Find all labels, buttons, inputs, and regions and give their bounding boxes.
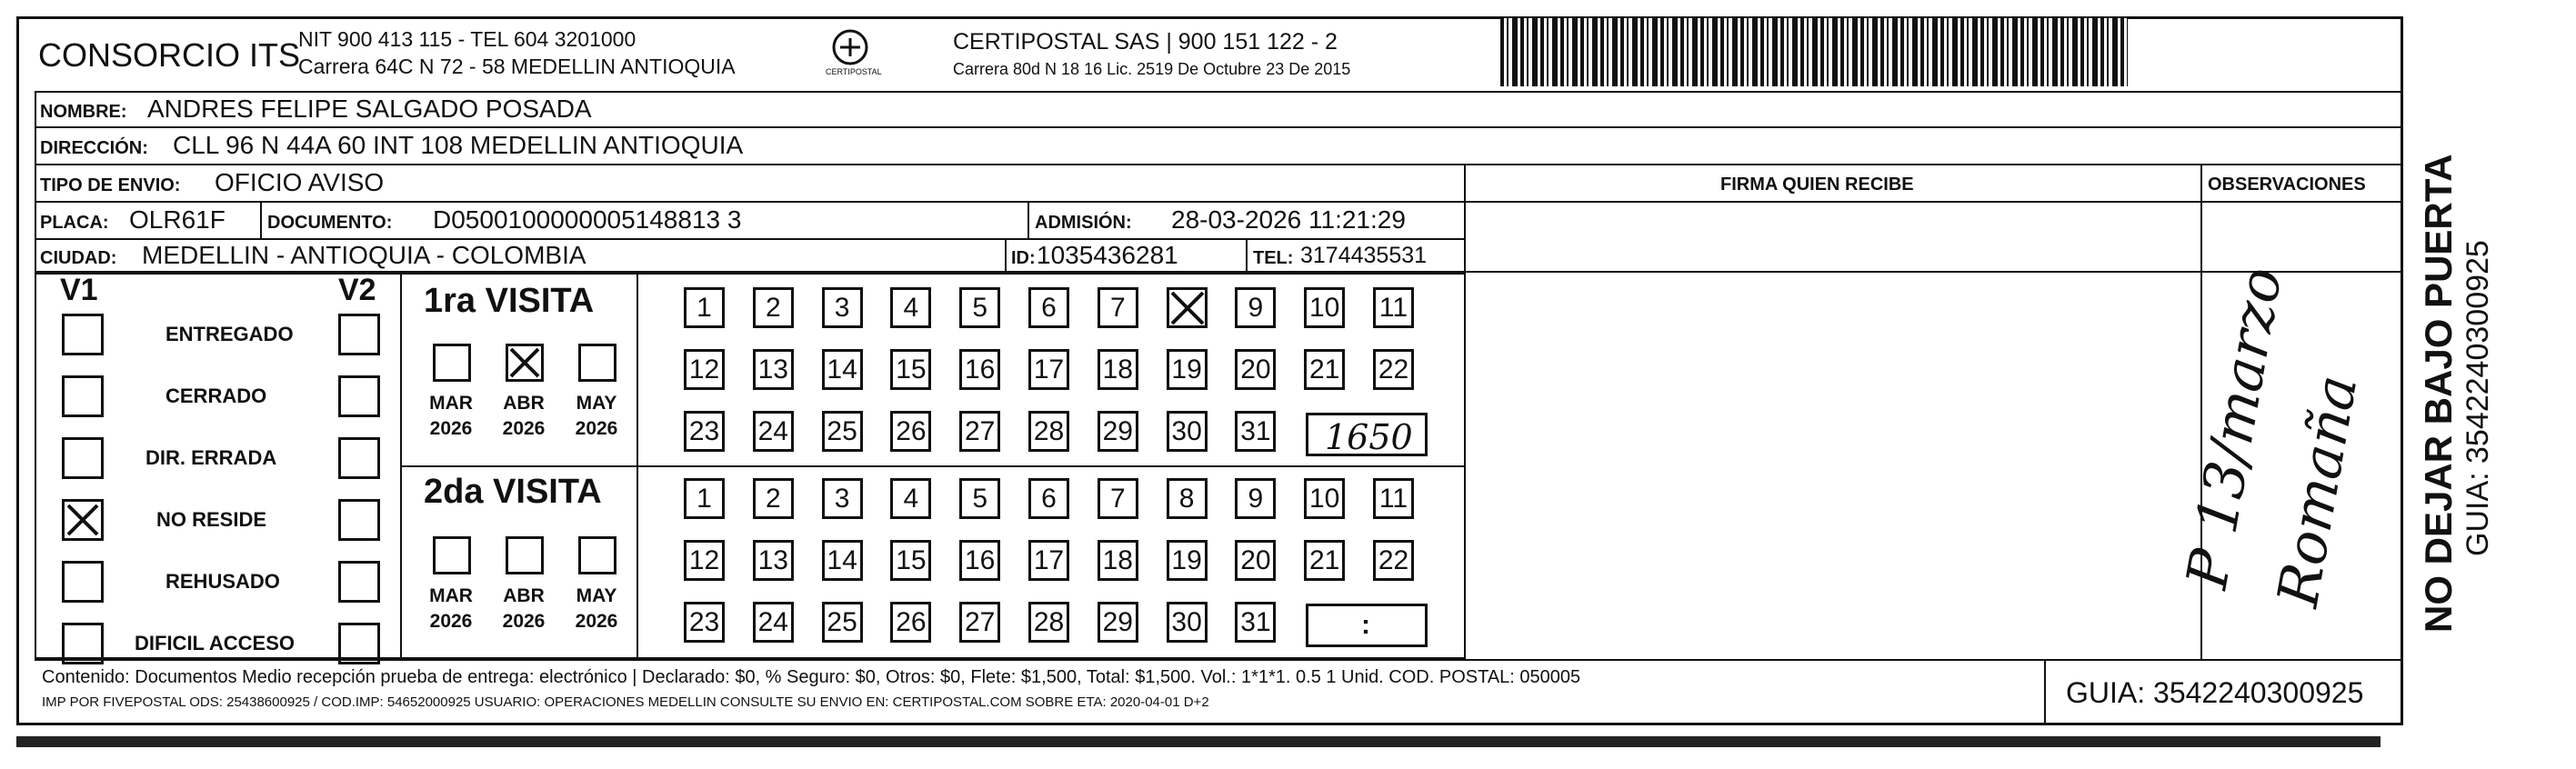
day-box[interactable]: 13 [753, 349, 794, 390]
day-box[interactable]: 14 [822, 349, 863, 390]
col-line [1005, 238, 1007, 273]
day-box[interactable]: 10 [1304, 287, 1345, 328]
ciudad-label: CIUDAD: [40, 248, 117, 268]
day-box[interactable]: 22 [1373, 349, 1414, 390]
certipostal-logo [818, 27, 882, 82]
admision-value: 28-03-2026 11:21:29 [1171, 205, 1406, 234]
month-label: MAR [429, 393, 473, 414]
day-box[interactable]: 29 [1098, 411, 1138, 452]
row-line [35, 164, 2403, 165]
day-box[interactable]: 18 [1098, 540, 1138, 581]
col-line [1246, 238, 1248, 273]
day-box[interactable] [1167, 287, 1208, 328]
day-box[interactable]: 24 [753, 602, 794, 643]
day-box[interactable]: 30 [1167, 602, 1208, 643]
day-box[interactable]: 15 [890, 540, 931, 581]
side-no-dejar: NO DEJAR BAJO PUERTA [2417, 154, 2460, 633]
day-box[interactable]: 26 [890, 411, 931, 452]
month-label: MAY [576, 585, 617, 606]
day-box[interactable]: 22 [1373, 540, 1414, 581]
day-box[interactable]: 31 [1235, 411, 1276, 452]
day-box[interactable]: 9 [1235, 287, 1276, 328]
first-time-value: 1650 [1325, 417, 1413, 457]
day-box[interactable]: 17 [1028, 349, 1069, 390]
footer-line [35, 659, 2403, 661]
year-label: 2026 [429, 611, 473, 632]
day-box[interactable]: 21 [1304, 540, 1345, 581]
documento-label: DOCUMENTO: [267, 213, 393, 233]
documento-value: D0500100000005148813 3 [433, 205, 742, 234]
barcode [1500, 18, 2128, 86]
check-mark-icon [508, 346, 541, 379]
year-label: 2026 [502, 418, 546, 439]
day-box[interactable]: 16 [959, 540, 1000, 581]
placa-label: PLACA: [40, 213, 109, 233]
year-label: 2026 [575, 611, 618, 632]
second-time-box[interactable] [1306, 604, 1428, 647]
day-box[interactable]: 30 [1167, 411, 1208, 452]
day-box[interactable]: 2 [753, 478, 794, 519]
day-box[interactable]: 12 [684, 349, 725, 390]
logo-caption: CERTIPOSTAL [826, 67, 882, 76]
first-time-box[interactable] [1306, 413, 1428, 456]
day-box[interactable]: 19 [1167, 540, 1208, 581]
day-box[interactable]: 28 [1028, 602, 1069, 643]
side-guia: GUIA: 3542240300925 [2461, 240, 2495, 556]
status-label: CERRADO [165, 384, 267, 407]
row-line [35, 126, 2403, 128]
day-box[interactable]: 7 [1098, 478, 1138, 519]
courier-line-1: CERTIPOSTAL SAS | 900 151 122 - 2 [953, 29, 1338, 55]
footer-imp: IMP POR FIVEPOSTAL ODS: 25438600925 / COD.IMP: 54652000925 USUARIO: OPERACIONES MEDELLIN CONSULTE SU ENVIO EN: CERTIPOSTAL.COM SOBRE ETA: 2020-04-01 D+2 [42, 694, 1209, 710]
day-box[interactable]: 6 [1028, 478, 1069, 519]
day-box[interactable]: 27 [959, 411, 1000, 452]
id-label: ID: [1011, 248, 1036, 268]
company-name: CONSORCIO ITS [38, 36, 301, 74]
nombre-label: NOMBRE: [40, 102, 127, 122]
day-box[interactable]: 1 [684, 287, 725, 328]
status-label: NO RESIDE [156, 508, 267, 531]
day-box[interactable]: 7 [1098, 287, 1138, 328]
day-box[interactable]: 21 [1304, 349, 1345, 390]
day-box[interactable]: 3 [822, 478, 863, 519]
v2-checkbox[interactable] [338, 561, 380, 603]
visit-divider [636, 273, 638, 659]
month-label: ABR [503, 585, 545, 606]
day-box[interactable]: 10 [1304, 478, 1345, 519]
day-box[interactable]: 8 [1167, 478, 1208, 519]
row-line [35, 238, 1464, 240]
year-label: 2026 [429, 418, 473, 439]
placa-value: OLR61F [129, 205, 226, 234]
day-box[interactable]: 17 [1028, 540, 1069, 581]
status-label: REHUSADO [165, 570, 280, 593]
v1-checkbox[interactable] [62, 437, 104, 479]
admision-label: ADMISIÓN: [1035, 213, 1132, 233]
day-box[interactable]: 5 [959, 478, 1000, 519]
v2-checkbox[interactable] [338, 437, 380, 479]
firma-header: FIRMA QUIEN RECIBE [1720, 175, 1914, 195]
direccion-label: DIRECCIÓN: [40, 138, 148, 158]
day-box[interactable]: 23 [684, 411, 725, 452]
day-box[interactable]: 11 [1373, 287, 1414, 328]
footer-divider [2044, 659, 2046, 725]
day-box[interactable]: 3 [822, 287, 863, 328]
row-line [35, 201, 1464, 203]
address-line: Carrera 64C N 72 - 58 MEDELLIN ANTIOQUIA [298, 55, 736, 78]
second-time-value: : [1361, 610, 1370, 640]
month-checkbox[interactable] [578, 344, 616, 382]
day-box[interactable]: 5 [959, 287, 1000, 328]
year-label: 2026 [575, 418, 618, 439]
col-line [260, 201, 262, 238]
nit-line: NIT 900 413 115 - TEL 604 3201000 [298, 27, 636, 51]
v1-checkbox[interactable] [62, 314, 104, 355]
handwritten-observation-2: Romaña [2264, 370, 2371, 612]
month-checkbox[interactable] [506, 344, 544, 382]
ciudad-value: MEDELLIN - ANTIOQUIA - COLOMBIA [142, 241, 586, 269]
v1-header: V1 [60, 273, 98, 307]
check-mark-icon [65, 502, 101, 538]
day-box[interactable]: 23 [684, 602, 725, 643]
tipo-value: OFICIO AVISO [215, 168, 385, 196]
month-checkbox[interactable] [506, 536, 544, 574]
day-box[interactable]: 20 [1235, 540, 1276, 581]
month-label: ABR [503, 393, 545, 414]
bottom-shadow [16, 736, 2381, 747]
tel-label: TEL: [1253, 248, 1294, 268]
row-line [1464, 201, 2403, 203]
day-box[interactable]: 28 [1028, 411, 1069, 452]
v2-checkbox[interactable] [338, 499, 380, 541]
month-label: MAY [576, 393, 617, 414]
day-box[interactable]: 20 [1235, 349, 1276, 390]
day-box[interactable]: 26 [890, 602, 931, 643]
status-label: DIFICIL ACCESO [135, 632, 296, 654]
direccion-value: CLL 96 N 44A 60 INT 108 MEDELLIN ANTIOQUIA [173, 131, 744, 159]
day-box[interactable]: 12 [684, 540, 725, 581]
footer-contenido: Contenido: Documentos Medio recepción prueba de entrega: electrónico | Declarado: $0, % Seguro: $0, Otros: $0, Flete: $1,500, Total: $1,500. Vol.: 1*1*1. 0.5 1 Unid. COD. POSTAL: 050005 [42, 667, 1581, 687]
day-box[interactable]: 29 [1098, 602, 1138, 643]
v1-checkbox[interactable] [62, 375, 104, 417]
id-value: 1035436281 [1037, 241, 1178, 269]
v2-checkbox[interactable] [338, 375, 380, 417]
col-line [1027, 201, 1029, 238]
second-visit-title: 2da VISITA [424, 473, 602, 511]
nombre-value: ANDRES FELIPE SALGADO POSADA [147, 95, 592, 123]
day-box[interactable]: 27 [959, 602, 1000, 643]
tipo-label: TIPO DE ENVIO: [40, 175, 181, 195]
footer-guia: GUIA: 3542240300925 [2066, 676, 2364, 709]
day-box[interactable]: 18 [1098, 349, 1138, 390]
v2-header: V2 [338, 273, 376, 307]
day-box[interactable]: 4 [890, 287, 931, 328]
day-box[interactable]: 15 [890, 349, 931, 390]
month-checkbox[interactable] [578, 536, 616, 574]
day-box[interactable]: 1 [684, 478, 725, 519]
month-checkbox[interactable] [433, 536, 471, 574]
first-visit-title: 1ra VISITA [424, 282, 595, 320]
day-box[interactable]: 24 [753, 411, 794, 452]
day-box[interactable]: 25 [822, 602, 863, 643]
day-box[interactable]: 16 [959, 349, 1000, 390]
day-box[interactable]: 19 [1167, 349, 1208, 390]
handwritten-observation-1: P 13/marzo [2173, 262, 2295, 594]
day-box[interactable]: 25 [822, 411, 863, 452]
day-box[interactable]: 4 [890, 478, 931, 519]
tel-value: 3174435531 [1300, 243, 1428, 268]
day-box[interactable]: 6 [1028, 287, 1069, 328]
day-box[interactable]: 2 [753, 287, 794, 328]
v2-checkbox[interactable] [338, 314, 380, 355]
visit-divider [400, 465, 1466, 467]
day-box[interactable]: 9 [1235, 478, 1276, 519]
day-box[interactable]: 14 [822, 540, 863, 581]
year-label: 2026 [502, 611, 546, 632]
status-label: ENTREGADO [165, 323, 294, 345]
courier-line-2: Carrera 80d N 18 16 Lic. 2519 De Octubre 23 De 2015 [953, 60, 1351, 78]
month-checkbox[interactable] [433, 344, 471, 382]
month-label: MAR [429, 585, 473, 606]
day-box[interactable]: 13 [753, 540, 794, 581]
v1-checkbox[interactable] [62, 499, 104, 541]
status-label: DIR. ERRADA [145, 446, 277, 469]
day-box[interactable]: 31 [1235, 602, 1276, 643]
check-mark-icon [1169, 290, 1205, 326]
day-box[interactable]: 11 [1373, 478, 1414, 519]
v1-checkbox[interactable] [62, 561, 104, 603]
observaciones-header: OBSERVACIONES [2208, 175, 2366, 195]
